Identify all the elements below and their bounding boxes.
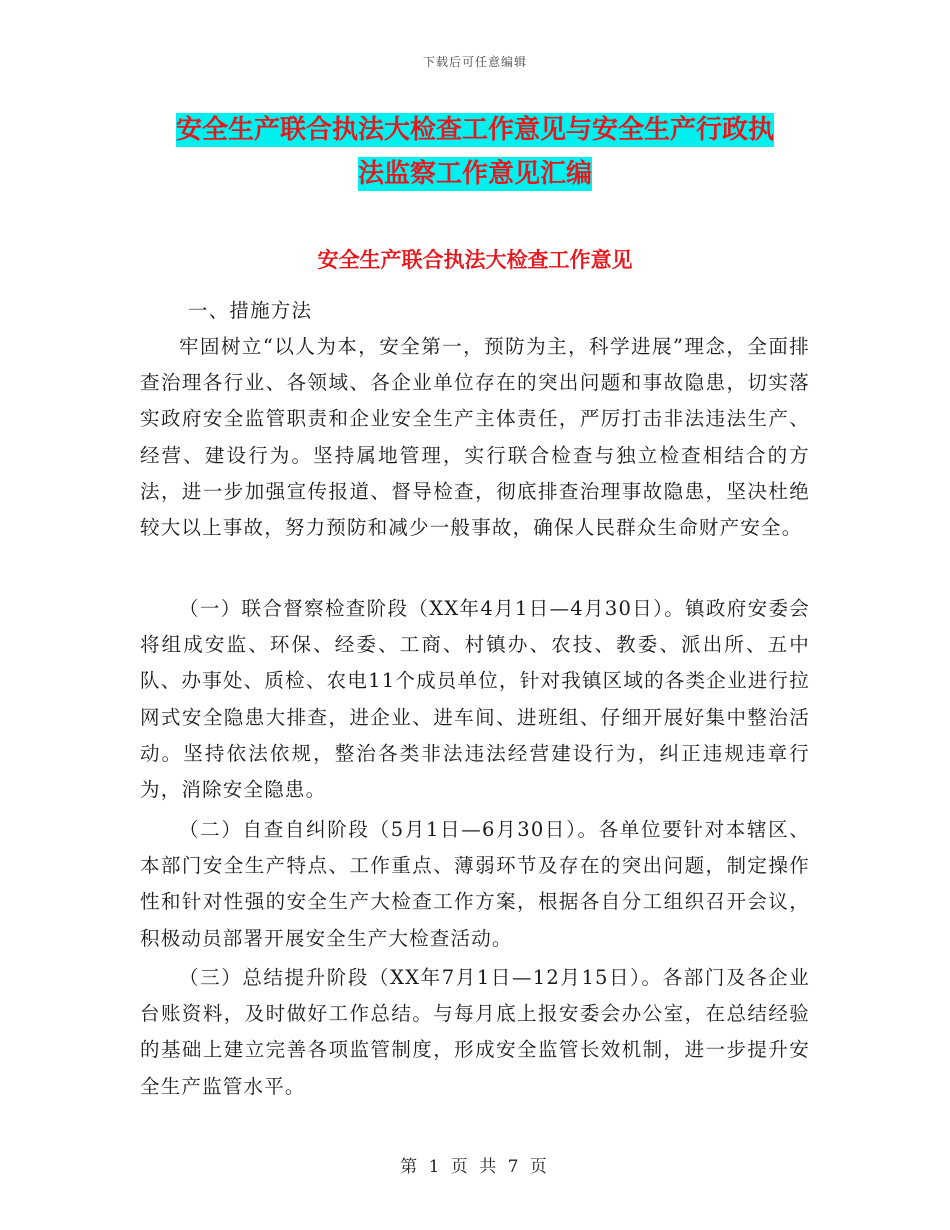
page-number-footer: 第 1 页 共 7 页: [400, 1157, 550, 1177]
document-title-line-2: [0, 152, 950, 196]
section-title: 安全生产联合执法大检查工作意见: [317, 247, 633, 272]
paragraph-3: （二）自查自纠阶段（5月1日—6月30日）。各单位要针对本辖区、本部门安全生产特点、工作重点、薄弱环节及存在的突出问题，制定操作性和针对性强的安全生产大检查工作方案，根据各自分工组织召开会议，积极动员部署开展安全生产大检查活动。: [140, 818, 810, 950]
document-title-text-1: 安全生产联合执法大检查工作意见与安全生产行政执: [175, 115, 774, 145]
heading-measures: 一、措施方法: [188, 299, 313, 322]
document-title-line-1: [0, 108, 950, 152]
paragraph-4: （三）总结提升阶段（XX年7月1日—12月15日）。各部门及各企业台账资料，及时做好工作总结。与每月底上报安委会办公室，在总结经验的基础上建立完善各项监管制度，形成安全监管长效机制，进一步提升安全生产监管水平。: [140, 966, 810, 1098]
paragraph-2: （一）联合督察检查阶段（XX年4月1日—4月30日）。镇政府安委会将组成安监、环保、经委、工商、村镇办、农技、教委、派出所、五中队、办事处、质检、农电11个成员单位，针对我镇区域的各类企业进行拉网式安全隐患大排查，进企业、进车间、进班组、仔细开展好集中整治活动。坚持依法依规，整治各类非法违法经营建设行为，纠正违规违章行为，消除安全隐患。: [140, 597, 810, 802]
paragraph-1: 牢固树立“以人为本，安全第一，预防为主，科学进展”理念，全面排查治理各行业、各领域、各企业单位存在的突出问题和事故隐患，切实落实政府安全监管职责和企业安全生产主体责任，严厉打击非法违法生产、经营、建设行为。坚持属地管理，实行联合检查与独立检查相结合的方法，进一步加强宣传报道、督导检查，彻底排查治理事故隐患，坚决杜绝较大以上事故，努力预防和减少一般事故，确保人民群众生命财产安全。: [140, 335, 810, 540]
document-title-text-2: 法监察工作意见汇编: [357, 159, 592, 189]
page-header-note: 下载后可任意编辑: [422, 55, 527, 69]
